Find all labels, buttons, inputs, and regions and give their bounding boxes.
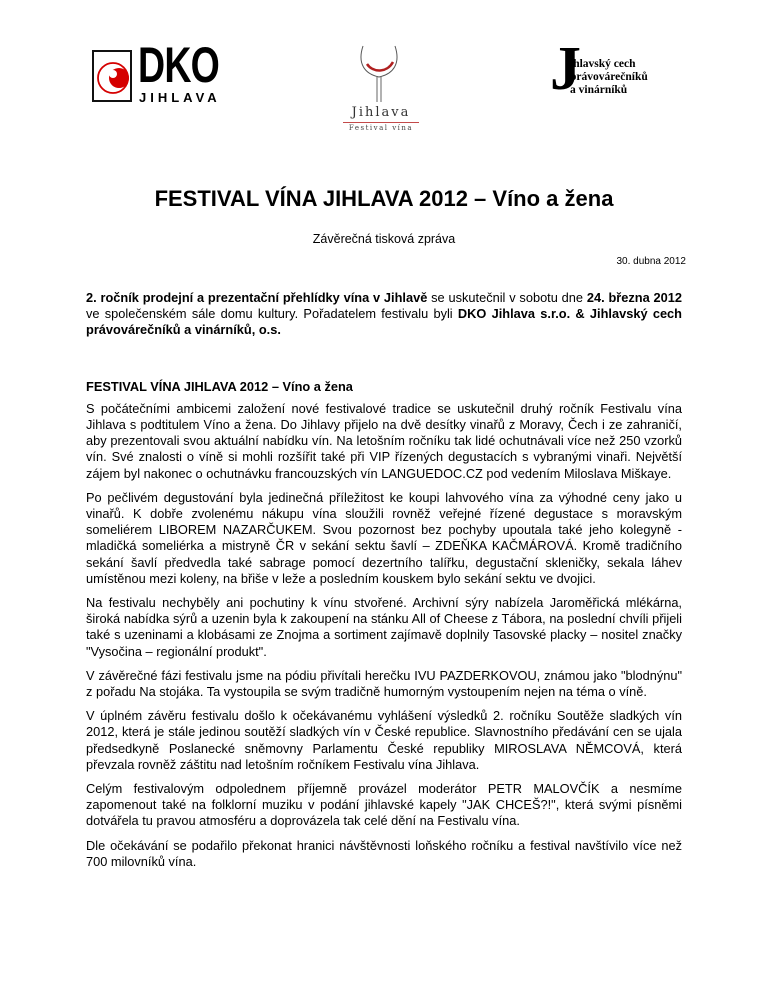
wine-glass-icon <box>335 44 427 106</box>
dko-emblem-icon <box>92 50 132 102</box>
lead-bold-1: 2. ročník prodejní a prezentační přehlídky vína v Jihlavě <box>86 290 428 305</box>
body-paragraph: Celým festivalovým odpolednem příjemně provázel moderátor PETR MALOVČÍK a nesmíme zapomenout také na folklorní muziku v podání jihlavské kapely "JAK CHCEŠ?!", která svými písněmi dotvářela tu pravou atmosféru a doprovázela tak celé dění na Festivalu vína. <box>86 781 682 829</box>
lead-bold-3: DKO Jihlava s.r.o. & Jihlavský cech právovárečníků a vinárníků, o.s. <box>86 306 682 338</box>
cech-logo-line-1: ihlavský cech <box>570 58 636 70</box>
lead-bold-2: 24. března 2012 <box>586 290 682 305</box>
body-paragraph: Po pečlivém degustování byla jedinečná příležitost ke koupi lahvového vína za výhodné ceny jako u vinařů. K dobře zvolenému nákupu vína sloužili rovněž veřejné řízené degustace s moravským someliérem LIBOREM NAZARČUKEM. Svou pozornost bez pochyby upoutala také jeho kolegyně - mladičká someliérka a mistryně ČR v sekání sektu šavlí – ZDEŇKA KAČMÁROVÁ. Kromě tradičního sekání šavlí předvedla také sabrage pomocí dezertního talířku, degustační skleničky, sekala láhev umístěnou mezi koleny, na břiše v leže a posledním kouskem bylo sekání sektu ve dvojici. <box>86 489 682 586</box>
document-body <box>86 290 682 878</box>
cech-logo-initial: J <box>550 35 581 103</box>
document-date: 30. dubna 2012 <box>616 256 686 267</box>
body-paragraph: S počátečními ambicemi založení nové festivalové tradice se uskutečnil druhý ročník Festivalu vína Jihlava s podtitulem Víno a žena. Do Jihlavy přijelo na dvě desítky vinařů z Moravy, Čech i ze zahraničí, aby prezentovali svou aktuální nabídku vín. Na letošním ročníku tak lidé ochutnávali více než 250 vzorků vín. Své znalosti o víně si mohli rozšířit také při VIP řízených degustacích s vybranými vinaři. Největší zájem byl nakonec o ochutnávku francouzských vín LANGUEDOC.CZ pod vedením Miloslava Miškaye. <box>86 400 682 481</box>
body-paragraph: V úplném závěru festivalu došlo k očekávanému vyhlášení výsledků 2. ročníku Soutěže sladkých vín 2012, která je stále jedinou soutěží sladkých vín v České republice. Slavnostního předávání cen se ujala předsedkyně Poslanecké sněmovny Parlamentu České republiky MIROSLAVA NĚMCOVÁ, která převzala rovněž záštitu nad letošním ročníkem Festivalu vína Jihlava. <box>86 708 682 772</box>
cech-logo-line-2: právovárečníků <box>570 71 648 83</box>
cech-logo-line-3: a vinárníků <box>570 84 628 96</box>
festival-logo-subtitle: Festival vína <box>348 124 414 132</box>
lead-paragraph <box>86 290 682 339</box>
section-heading: FESTIVAL VÍNA JIHLAVA 2012 – Víno a žena <box>86 378 353 394</box>
dko-logo-subtext: JIHLAVA <box>139 90 221 105</box>
dko-jihlava-logo <box>92 37 242 110</box>
lead-text-2: ve společenském sále domu kultury. Pořadatelem festivalu byli <box>86 306 458 322</box>
body-paragraph: Dle očekávání se podařilo překonat hranici návštěvnosti loňského ročníku a festival navštívilo více než 700 milovníků vína. <box>86 837 682 869</box>
jihlavsky-cech-logo <box>550 35 680 106</box>
festival-logo-divider <box>343 122 419 123</box>
document-title: FESTIVAL VÍNA JIHLAVA 2012 – Víno a žena <box>154 186 614 211</box>
festival-logo-title: Jihlava <box>351 105 411 120</box>
body-paragraph: Na festivalu nechyběly ani pochutiny k vínu stvořené. Archivní sýry nabízela Jaroměřická mlékárna, široká nabídka sýrů a uzenin byla k zakoupení na stánku All of Cheese z Tábora, na poslední chvíli přijeli také s uzeninami a klobásami ze Znojma a sortiment zajímavě doplnily Tasovské placky – nositel značky "Vysočina – regionální produkt". <box>86 595 682 659</box>
dko-logo-text: DKO <box>138 37 220 93</box>
document-subtitle: Závěrečná tisková zpráva <box>312 232 456 246</box>
lead-text-1: se uskutečnil v sobotu dne <box>427 290 587 305</box>
festival-vina-logo <box>335 44 427 134</box>
body-paragraph: V závěrečné fázi festivalu jsme na pódiu přivítali herečku IVU PAZDERKOVOU, známou jako "blodnýnu" z pořadu Na stojáka. Ta vystoupila se svým tradičně humorným vystoupením nejen na téma o víně. <box>86 667 682 700</box>
